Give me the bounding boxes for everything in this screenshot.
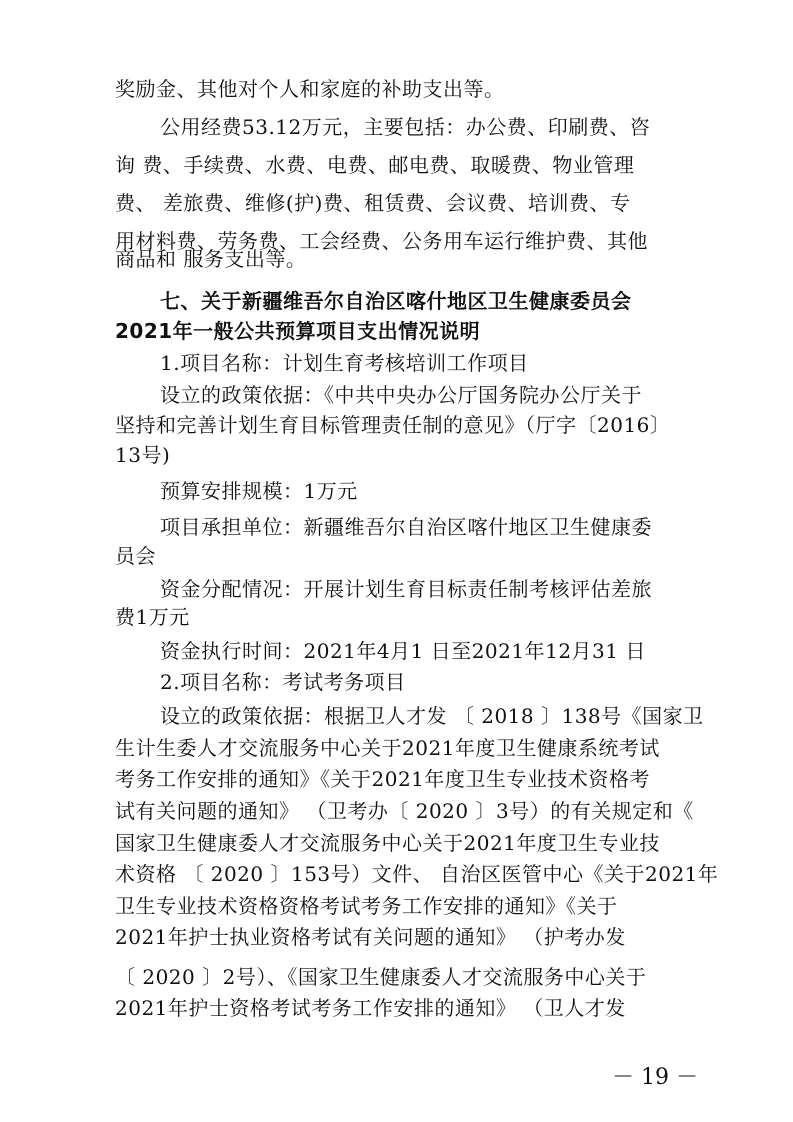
text-line: 生计生委人才交流服务中心关于2021年度卫生健康系统考试 bbox=[115, 736, 660, 760]
text-line: 设立的政策依据：《中共中央办公厅国务院办公厅关于 bbox=[160, 383, 642, 407]
text-line: 国家卫生健康委人才交流服务中心关于2021年度卫生专业技 bbox=[115, 831, 660, 855]
text-line: 试有关问题的通知》 （卫考办〔 2020 〕3号）的有关规定和《 bbox=[115, 799, 694, 823]
text-line: 1.项目名称：计划生育考核培训工作项目 bbox=[160, 351, 529, 375]
text-line: 13号) bbox=[115, 443, 171, 467]
text-line: 术资格 〔 2020 〕153号）文件、 自治区医管中心《关于2021年 bbox=[115, 862, 719, 886]
text-line: 奖励金、其他对个人和家庭的补助支出等。 bbox=[115, 77, 505, 101]
text-line: 考务工作安排的通知》《关于2021年度卫生专业技术资格考 bbox=[115, 767, 650, 791]
text-line: 坚持和完善计划生育目标管理责任制的意见》（厅字〔2016〕 bbox=[115, 413, 671, 437]
section-heading: 七、关于新疆维吾尔自治区喀什地区卫生健康委员会 bbox=[160, 289, 632, 313]
text-line: 预算安排规模：1万元 bbox=[160, 479, 358, 503]
text-line: 费1万元 bbox=[115, 605, 190, 629]
text-line: 〔 2020 〕2号）、《国家卫生健康委人才交流服务中心关于 bbox=[115, 965, 647, 989]
text-line: 2021年护士执业资格考试有关问题的通知》 （护考办发 bbox=[115, 925, 626, 949]
page-number: － 19 － bbox=[612, 1065, 698, 1090]
text-line: 卫生专业技术资格资格考试考务工作安排的通知》《关于 bbox=[115, 894, 618, 918]
text-line: 2021年护士资格考试考务工作安排的通知》 （卫人才发 bbox=[115, 996, 626, 1020]
text-line: 资金分配情况：开展计划生育目标责任制考核评估差旅 bbox=[160, 577, 652, 601]
section-heading: 2021年一般公共预算项目支出情况说明 bbox=[115, 319, 481, 343]
text-line: 设立的政策依据：根据卫人才发 〔 2018 〕138号《国家卫 bbox=[160, 704, 704, 728]
text-line: 公用经费53.12万元，主要包括：办公费、印刷费、咨 bbox=[160, 115, 651, 139]
text-line: 用材料费、劳务费、工会经费、公务用车运行维护费、其他 bbox=[115, 229, 648, 253]
text-line: 询 费、手续费、水费、电费、邮电费、取暖费、物业管理 bbox=[115, 153, 635, 177]
text-line: 项目承担单位：新疆维吾尔自治区喀什地区卫生健康委 bbox=[160, 515, 652, 539]
text-line: 资金执行时间：2021年4月1 日至2021年12月31 日 bbox=[160, 639, 646, 663]
text-line: 商品和 服务支出等。 bbox=[115, 247, 307, 271]
text-line: 费、 差旅费、维修(护)费、租赁费、会议费、培训费、专 bbox=[115, 191, 631, 215]
text-line: 2.项目名称：考试考务项目 bbox=[160, 670, 406, 694]
text-line: 员会 bbox=[115, 544, 156, 568]
